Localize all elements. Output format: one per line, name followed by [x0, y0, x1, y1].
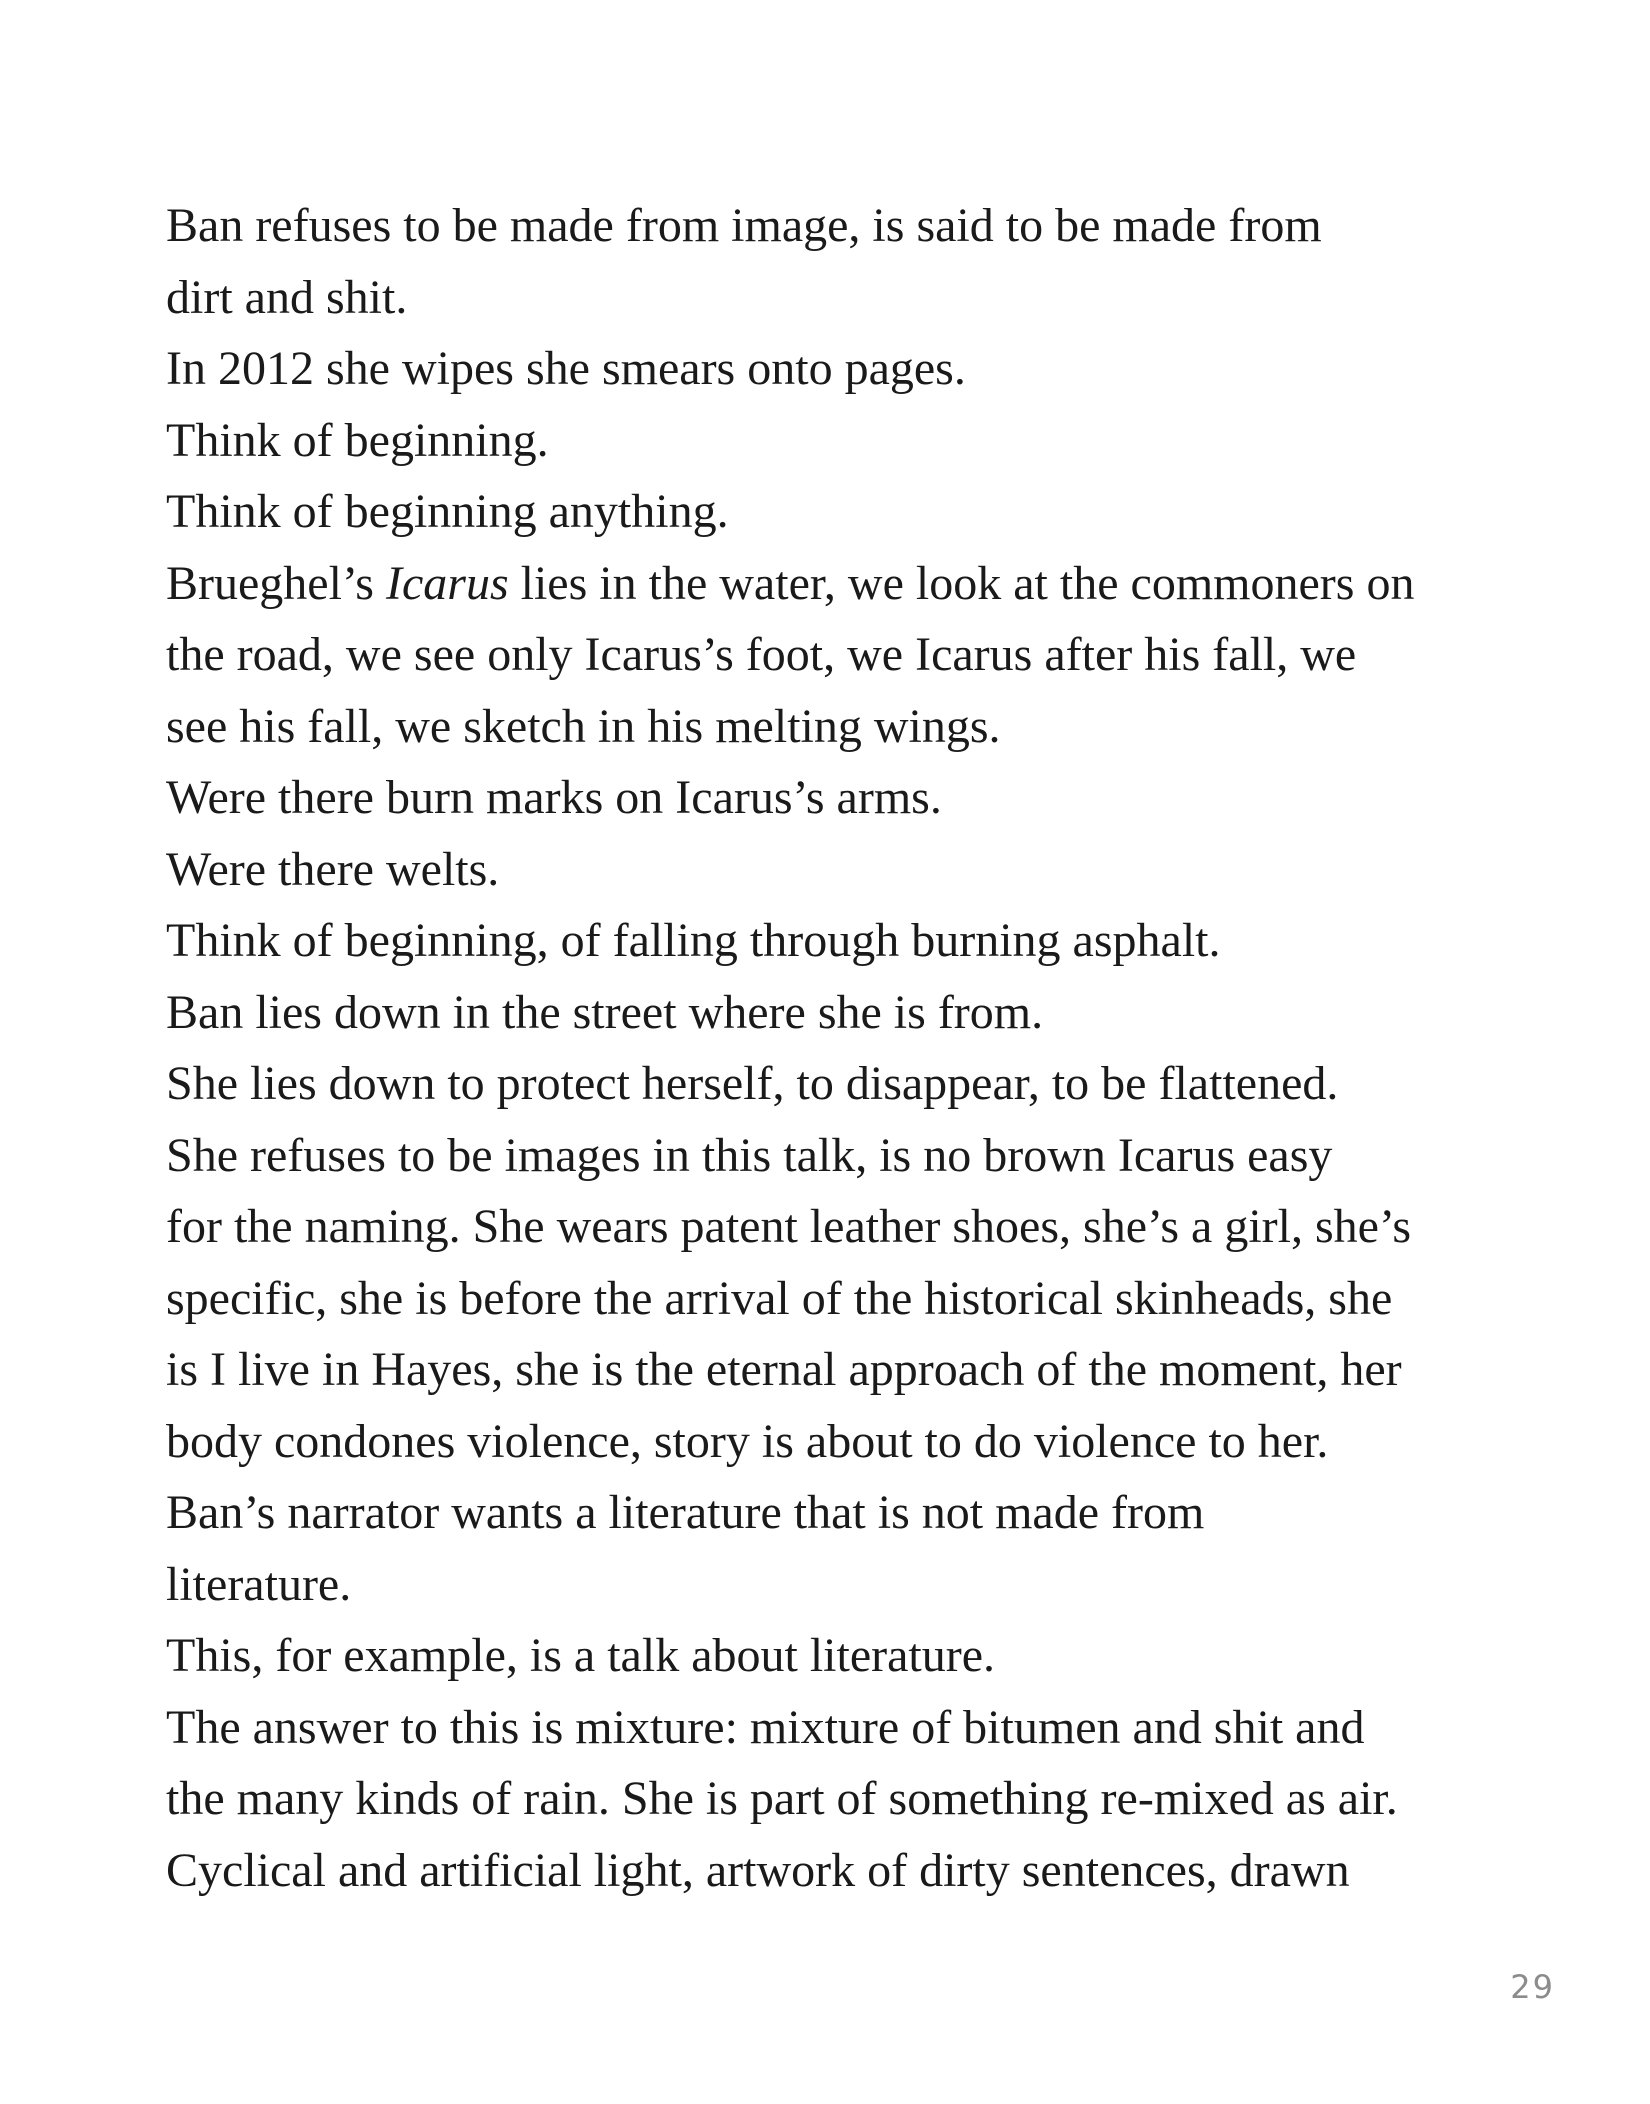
text-line: is I live in Hayes, she is the eternal approach of the moment, her	[166, 1343, 1402, 1396]
text-line: Think of beginning, of falling through burning asphalt.	[166, 914, 1221, 967]
text-line: Were there welts.	[166, 842, 500, 896]
body-text	[166, 190, 1506, 1906]
text-line: The answer to this is mixture: mixture of bitumen and shit and	[166, 1700, 1365, 1754]
text-line: literature.	[166, 1557, 352, 1611]
text-line: Think of beginning anything.	[166, 485, 729, 538]
text-line: Ban lies down in the street where she is from.	[166, 985, 1044, 1039]
text-line: She refuses to be images in this talk, is no brown Icarus easy	[166, 1128, 1333, 1182]
text-line: She lies down to protect herself, to disappear, to be flattened.	[166, 1057, 1339, 1110]
text-line: for the naming. She wears patent leather shoes, she’s a girl, she’s	[166, 1200, 1411, 1253]
text-line: dirt and shit.	[166, 270, 408, 324]
text-line: Were there burn marks on Icarus’s arms.	[166, 771, 942, 824]
text-line: see his fall, we sketch in his melting wings.	[166, 699, 1001, 753]
italic-title: Icarus	[385, 556, 509, 610]
text-line: body condones violence, story is about to do violence to her.	[166, 1414, 1329, 1468]
text-line: specific, she is before the arrival of the historical skinheads, she	[166, 1271, 1393, 1325]
text-line: In 2012 she wipes she smears onto pages.	[166, 342, 966, 395]
text-line: Cyclical and artificial light, artwork of dirty sentences, drawn	[166, 1843, 1350, 1897]
text-line: Brueghel’s Icarus lies in the water, we look at the commoners on	[166, 556, 1415, 610]
text-line: Ban refuses to be made from image, is said to be made from	[166, 199, 1322, 252]
text-line: the many kinds of rain. She is part of something re-mixed as air.	[166, 1772, 1398, 1825]
page-number: 29	[1510, 1968, 1555, 2006]
text-line: Ban’s narrator wants a literature that is not made from	[166, 1486, 1205, 1539]
text-line: Think of beginning.	[166, 413, 549, 467]
text-line: the road, we see only Icarus’s foot, we Icarus after his fall, we	[166, 628, 1357, 681]
text-line: This, for example, is a talk about literature.	[166, 1629, 996, 1682]
